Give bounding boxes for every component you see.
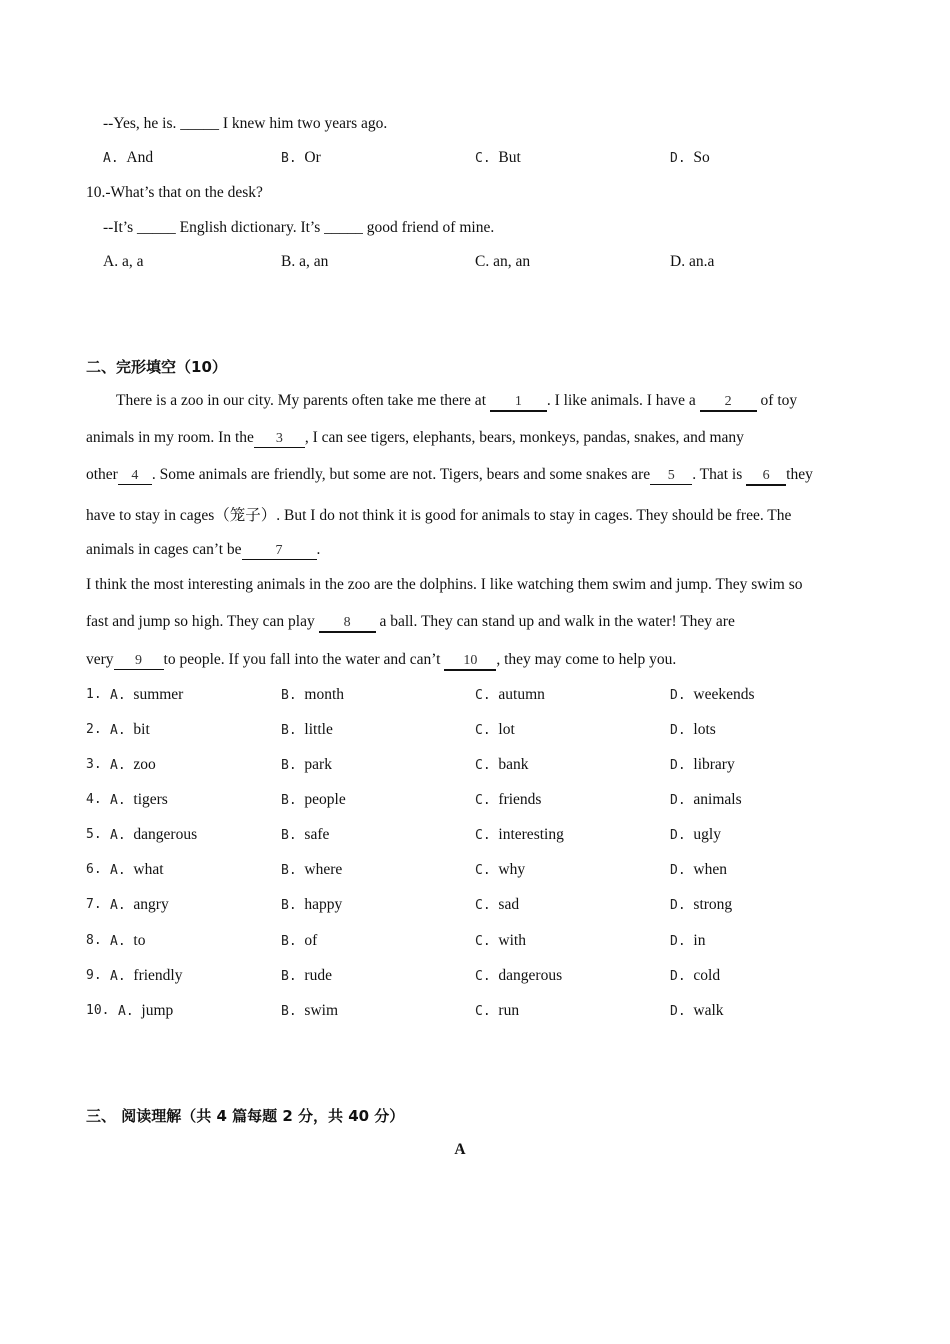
blank-number: 6: [762, 468, 770, 483]
option-letter: C.: [475, 723, 491, 738]
option-letter: C.: [475, 758, 491, 773]
option-a[interactable]: [110, 932, 145, 950]
question-number: 4.: [86, 792, 102, 807]
passage-text: , they may come to help you.: [496, 651, 677, 668]
option-letter: D.: [670, 793, 686, 808]
option-letter: A.: [110, 758, 126, 773]
passage-text: There is a zoo in our city. My parents often take me there at: [116, 392, 490, 409]
option-letter: D.: [670, 688, 686, 703]
option-d[interactable]: [670, 791, 742, 809]
q10-reply: [103, 219, 494, 237]
option-text: rude: [304, 967, 332, 984]
question-number: 3.: [86, 757, 102, 772]
option-c[interactable]: [475, 861, 525, 879]
q9-reply-pre: --Yes, he is.: [103, 115, 181, 132]
q10-blank-2: _____: [324, 219, 363, 236]
question-number: 10.: [86, 1003, 110, 1018]
option-c[interactable]: [475, 721, 515, 739]
option-letter: A.: [110, 969, 126, 984]
section-3-heading: 三、 阅读理解（共 4 篇每题 2 分，共 40 分）: [86, 1107, 405, 1125]
option-letter: A.: [103, 151, 119, 166]
passage-text: a ball. They can stand up and walk in the water! They are: [375, 613, 735, 630]
blank-10[interactable]: [444, 652, 496, 671]
option-text: bit: [133, 721, 150, 738]
option-text: angry: [133, 896, 169, 913]
question-number: 2.: [86, 722, 102, 737]
option-text: what: [133, 861, 164, 878]
q9-option-b[interactable]: [281, 149, 321, 167]
option-letter: B.: [281, 758, 297, 773]
option-text: friends: [498, 791, 542, 808]
option-c[interactable]: [475, 826, 564, 844]
q9-option-a[interactable]: [103, 149, 153, 167]
option-d[interactable]: [670, 686, 755, 704]
option-c[interactable]: [475, 756, 529, 774]
option-b[interactable]: [281, 967, 332, 985]
option-b[interactable]: [281, 932, 317, 950]
option-letter: A.: [110, 793, 126, 808]
option-text: to: [133, 932, 146, 949]
option-text: park: [304, 756, 332, 773]
option-text: when: [693, 861, 727, 878]
passage-text: fast and jump so high. They can play: [86, 613, 319, 630]
option-text: where: [304, 861, 343, 878]
option-text: animals: [693, 791, 742, 808]
passage-line-1: [116, 392, 797, 412]
q10-blank-1: _____: [137, 219, 176, 236]
option-text: of: [304, 932, 318, 949]
option-letter: D.: [670, 934, 686, 949]
passage-text: of toy: [756, 392, 798, 409]
option-text: lots: [693, 721, 716, 738]
blank-2[interactable]: [700, 393, 757, 412]
option-a[interactable]: [110, 967, 182, 985]
passage-text: very: [86, 651, 114, 668]
option-letter: C.: [475, 863, 491, 878]
option-a[interactable]: [110, 721, 150, 739]
q9-option-c[interactable]: [475, 149, 521, 167]
blank-8[interactable]: [319, 614, 376, 633]
passage-line-6: I think the most interesting animals in the zoo are the dolphins. I like watching them swim and jump. They swim so: [86, 576, 803, 593]
blank-number: 10: [463, 653, 478, 668]
question-number: 1.: [86, 687, 102, 702]
option-letter: C.: [475, 793, 491, 808]
passage-text: , I can see tigers, elephants, bears, monkeys, pandas, snakes, and many: [304, 429, 744, 446]
passage-text: .: [316, 541, 321, 558]
option-a[interactable]: [110, 896, 169, 914]
blank-number: 5: [667, 468, 675, 483]
option-d[interactable]: [670, 861, 727, 879]
option-letter: A.: [118, 1004, 134, 1019]
question-number: 9.: [86, 968, 102, 983]
option-d[interactable]: [670, 1002, 724, 1020]
option-text: people: [304, 791, 346, 808]
option-letter: A.: [110, 828, 126, 843]
blank-number: 3: [275, 431, 283, 446]
option-text: library: [693, 756, 735, 773]
option-b[interactable]: [281, 686, 344, 704]
option-a[interactable]: [110, 791, 168, 809]
blank-6[interactable]: [746, 467, 786, 486]
question-number: 7.: [86, 897, 102, 912]
option-a[interactable]: [110, 826, 197, 844]
option-letter: B.: [281, 828, 297, 843]
q10-reply-c: English dictionary. It’s: [175, 219, 325, 236]
option-letter: B.: [281, 969, 297, 984]
q10-question: 10.-What’s that on the desk?: [86, 184, 263, 201]
option-b[interactable]: [281, 826, 329, 844]
option-c[interactable]: [475, 896, 519, 914]
option-text: sad: [498, 896, 520, 913]
option-a[interactable]: [110, 861, 164, 879]
blank-1[interactable]: [490, 393, 547, 412]
passage-text: . That is: [692, 466, 747, 483]
option-text: tigers: [133, 791, 168, 808]
q9-reply-post: I knew him two years ago.: [218, 115, 388, 132]
passage-line-7: [86, 613, 735, 633]
option-d[interactable]: [670, 896, 732, 914]
option-a[interactable]: [110, 756, 156, 774]
option-text: dangerous: [498, 967, 563, 984]
option-letter: B.: [281, 1004, 297, 1019]
option-text: bank: [498, 756, 529, 773]
option-b[interactable]: [281, 721, 333, 739]
option-b[interactable]: [281, 791, 346, 809]
q10-option-d[interactable]: D. an.a: [670, 253, 715, 270]
option-letter: D.: [670, 723, 686, 738]
option-text: run: [498, 1002, 520, 1019]
option-b[interactable]: [281, 1002, 338, 1020]
option-letter: A.: [110, 688, 126, 703]
option-text: And: [126, 149, 154, 166]
option-letter: B.: [281, 934, 297, 949]
option-c[interactable]: [475, 791, 541, 809]
option-text: So: [693, 149, 710, 166]
option-text: in: [693, 932, 706, 949]
q9-option-d[interactable]: [670, 149, 710, 167]
q10-reply-d: good friend of mine.: [362, 219, 495, 236]
option-letter: A.: [110, 934, 126, 949]
option-text: happy: [304, 896, 343, 913]
q9-reply: [103, 115, 387, 133]
question-number: 8.: [86, 933, 102, 948]
q10-option-b[interactable]: B. a, an: [281, 253, 329, 270]
q10-option-c[interactable]: C. an, an: [475, 253, 531, 270]
passage-label: A: [454, 1141, 466, 1158]
blank-number: 4: [131, 468, 139, 483]
option-c[interactable]: [475, 1002, 519, 1020]
blank-4[interactable]: [118, 467, 152, 485]
option-text: little: [304, 721, 333, 738]
option-c[interactable]: [475, 932, 526, 950]
option-letter: C.: [475, 151, 491, 166]
option-text: lot: [498, 721, 515, 738]
passage-text: animals in cages can’t be: [86, 541, 242, 558]
option-d[interactable]: [670, 932, 705, 950]
option-letter: D.: [670, 898, 686, 913]
option-text: swim: [304, 1002, 338, 1019]
option-letter: A.: [110, 863, 126, 878]
option-d[interactable]: [670, 826, 721, 844]
option-letter: D.: [670, 863, 686, 878]
blank-3[interactable]: [254, 430, 305, 448]
option-b[interactable]: [281, 861, 342, 879]
option-letter: C.: [475, 969, 491, 984]
option-text: interesting: [498, 826, 564, 843]
passage-text: . Some animals are friendly, but some are not. Tigers, bears and some snakes are: [151, 466, 651, 483]
passage-text: they: [786, 466, 813, 483]
passage-line-5: [86, 541, 320, 560]
option-text: friendly: [133, 967, 183, 984]
option-d[interactable]: [670, 756, 735, 774]
option-letter: D.: [670, 969, 686, 984]
option-letter: B.: [281, 863, 297, 878]
passage-text: animals in my room. In the: [86, 429, 254, 446]
option-text: month: [304, 686, 345, 703]
blank-number: 1: [514, 394, 522, 409]
option-letter: B.: [281, 793, 297, 808]
passage-line-8: [86, 651, 676, 671]
option-text: jump: [141, 1002, 174, 1019]
option-c[interactable]: [475, 686, 545, 704]
option-letter: D.: [670, 1004, 686, 1019]
question-number: 6.: [86, 862, 102, 877]
option-letter: D.: [670, 828, 686, 843]
passage-line-3: [86, 466, 813, 486]
blank-9[interactable]: [114, 652, 164, 670]
option-text: summer: [133, 686, 184, 703]
blank-number: 9: [135, 653, 143, 668]
passage-text: to people. If you fall into the water and can’t: [163, 651, 445, 668]
option-letter: C.: [475, 1004, 491, 1019]
q9-blank: _____: [180, 115, 219, 132]
option-letter: C.: [475, 688, 491, 703]
option-letter: B.: [281, 898, 297, 913]
section-2-heading: 二、完形填空（10）: [86, 358, 227, 376]
q10-reply-a: --It’s: [103, 219, 138, 236]
option-text: walk: [693, 1002, 724, 1019]
option-letter: D.: [670, 151, 686, 166]
option-letter: B.: [281, 151, 297, 166]
blank-number: 2: [724, 394, 732, 409]
blank-number: 8: [343, 615, 351, 630]
passage-text: other: [86, 466, 118, 483]
option-b[interactable]: [281, 896, 342, 914]
option-d[interactable]: [670, 967, 720, 985]
blank-5[interactable]: [650, 467, 692, 485]
passage-line-4: have to stay in cages（笼子）. But I do not think it is good for animals to stay in cages. They should be free. The: [86, 507, 792, 524]
option-b[interactable]: [281, 756, 332, 774]
option-text: ugly: [693, 826, 721, 843]
option-text: autumn: [498, 686, 545, 703]
blank-7[interactable]: [242, 542, 317, 560]
option-letter: D.: [670, 758, 686, 773]
option-text: cold: [693, 967, 721, 984]
option-a[interactable]: [110, 686, 183, 704]
option-d[interactable]: [670, 721, 716, 739]
passage-text: . I like animals. I have a: [546, 392, 700, 409]
option-text: strong: [693, 896, 733, 913]
option-c[interactable]: [475, 967, 562, 985]
option-text: safe: [304, 826, 330, 843]
option-text: Or: [304, 149, 321, 166]
option-text: with: [498, 932, 526, 949]
blank-number: 7: [275, 543, 283, 558]
option-text: dangerous: [133, 826, 198, 843]
option-text: zoo: [133, 756, 156, 773]
option-a[interactable]: [118, 1002, 173, 1020]
passage-line-2: [86, 429, 744, 448]
option-letter: C.: [475, 934, 491, 949]
option-letter: C.: [475, 898, 491, 913]
question-number: 5.: [86, 827, 102, 842]
option-letter: B.: [281, 723, 297, 738]
option-text: why: [498, 861, 526, 878]
option-letter: A.: [110, 898, 126, 913]
option-letter: A.: [110, 723, 126, 738]
option-letter: B.: [281, 688, 297, 703]
option-text: But: [498, 149, 521, 166]
option-text: weekends: [693, 686, 755, 703]
option-letter: C.: [475, 828, 491, 843]
q10-option-a[interactable]: A. a, a: [103, 253, 144, 270]
